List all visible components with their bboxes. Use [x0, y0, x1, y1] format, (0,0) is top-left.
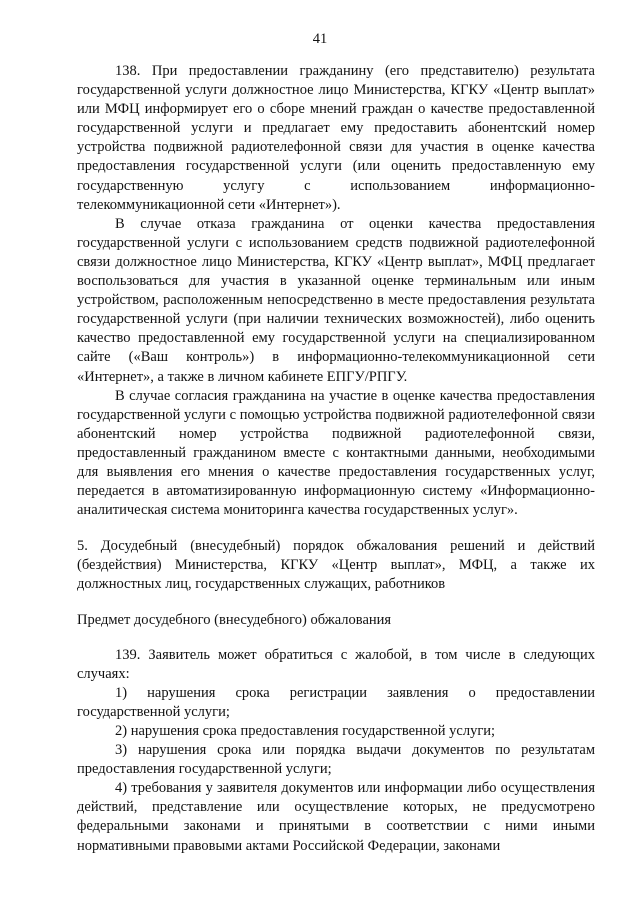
section-heading: 5. Досудебный (внесудебный) порядок обжалования решений и действий (бездействия) Министерства, КГКУ «Центр выплат», МФЦ, а также их должностных лиц, государственных служащих, работников — [77, 538, 595, 593]
list-item-1: 1) нарушения срока регистрации заявления о предоставлении государственной услуги; — [77, 684, 595, 720]
paragraph-refusal: В случае отказа гражданина от оценки качества предоставления государственной услуги с использованием средств подвижной радиотелефонной связи должностное лицо Министерства, КГКУ «Центр выплат», МФЦ предлагает воспользоваться для участия в указанной оценке терминальным или иным устройством, расположенным непосредственно в месте предоставления результата государственной услуги (при наличии технических возможностей), либо оценить качество предоставленной ему государственной услуги на специализированном сайте («Ваш контроль») в информационно-телекоммуникационной сети «Интернет», а также в личном кабинете ЕПГУ/РПГУ. — [77, 215, 595, 385]
list-item-4: 4) требования у заявителя документов или информации либо осуществления действий, представление или осуществление которых, не предусмотрено федеральными законами и принятыми в соответствии с ними иными нормативными правовыми актами Российской Федерации, законами — [77, 780, 595, 854]
paragraph-139: 139. Заявитель может обратиться с жалобой, в том числе в следующих случаях: — [77, 646, 595, 682]
list-item-2: 2) нарушения срока предоставления государственной услуги; — [115, 723, 496, 739]
paragraph-consent: В случае согласия гражданина на участие в оценке качества предоставления государственной услуги с помощью устройства подвижной радиотелефонной связи абонентский номер устройства подвижной радиотелефонной связи, предоставленный гражданином вместе с контактными данными, необходимыми для выявления его мнения о качестве предоставления государственных услуг, передается в автоматизированную информационную систему «Информационно-аналитическая система мониторинга качества государственных услуг». — [77, 387, 595, 519]
page-number: 41 — [312, 31, 328, 47]
subheading: Предмет досудебного (внесудебного) обжалования — [77, 611, 392, 628]
document-body — [77, 62, 595, 856]
list-item-3: 3) нарушения срока или порядка выдачи документов по результатам предоставления государственной услуги; — [77, 742, 595, 778]
paragraph-138: 138. При предоставлении гражданину (его представителю) результата государственной услуги должностное лицо Министерства, КГКУ «Центр выплат» или МФЦ информирует его о сборе мнений граждан о качестве предоставленной государственной услуги и предлагает ему предоставить абонентский номер устройства подвижной радиотелефонной связи для участия в оценке качества предоставления государственной услуги (или оценить предоставленную ему государственную услугу с использованием информационно-телекоммуникационной сети «Интернет»). — [77, 63, 595, 213]
